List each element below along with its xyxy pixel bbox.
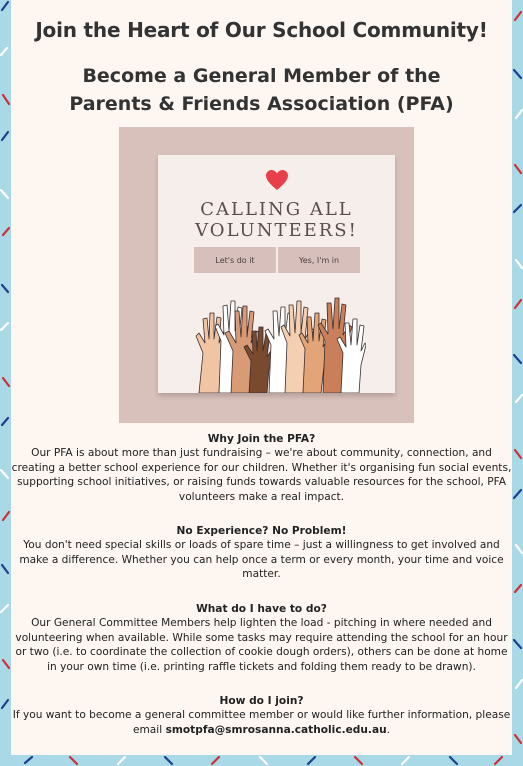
why-join-body: Our PFA is about more than just fundraising – we're about community, connection, and creating a better school experience for our children. Whether it's organising fun social events, supporting school initiatives, or raising funds towards valuable resources for the school, PFA volunteers make a real impact. (11, 447, 512, 503)
raised-hands-illustration (191, 281, 366, 393)
subheadline-line-1: Become a General Member of the (82, 65, 441, 87)
what-to-do-section (11, 602, 512, 674)
poster-frame (119, 127, 414, 423)
no-experience-body: You don't need special skills or loads of spare time – just a willingness to get involved and make a difference. Whether you can help once a term or every month, your time and voice matter. (19, 539, 504, 581)
heart-icon (265, 169, 289, 191)
flyer-subheadline (11, 62, 512, 118)
how-to-join-body: If you want to become a general committee member or would like further information, please email (12, 709, 511, 736)
flyer-sheet (11, 0, 512, 755)
no-experience-heading: No Experience? No Problem! (176, 525, 347, 537)
yes-im-in-button: Yes, I'm in (278, 247, 360, 273)
subheadline-line-2: Parents & Friends Association (PFA) (69, 93, 454, 115)
why-join-heading: Why Join the PFA? (207, 433, 316, 445)
volunteers-poster (158, 155, 395, 393)
lets-do-it-button: Let's do it (194, 247, 276, 273)
poster-title (158, 199, 395, 241)
how-to-join-end: . (386, 723, 391, 736)
no-experience-section (11, 524, 512, 582)
why-join-section (11, 432, 512, 504)
how-to-join-section (11, 694, 512, 737)
what-to-do-heading: What do I have to do? (196, 603, 327, 615)
flyer-headline: Join the Heart of Our School Community! (35, 18, 488, 42)
how-to-join-heading: How do I join? (219, 695, 304, 707)
contact-email[interactable]: smotpfa@smrosanna.catholic.edu.au (165, 723, 387, 736)
what-to-do-body: Our General Committee Members help lighten the load - pitching in where needed and volunteering when available. While some tasks may require attending the school for an hour or two (i.e. to coordinate the collection of cookie dough orders), others can be done at home in your own time (i.e. printing raffle tickets and folding them ready to be drawn). (15, 617, 508, 673)
poster-title-line-2: VOLUNTEERS! (195, 220, 358, 241)
poster-title-line-1: CALLING ALL (200, 199, 353, 220)
